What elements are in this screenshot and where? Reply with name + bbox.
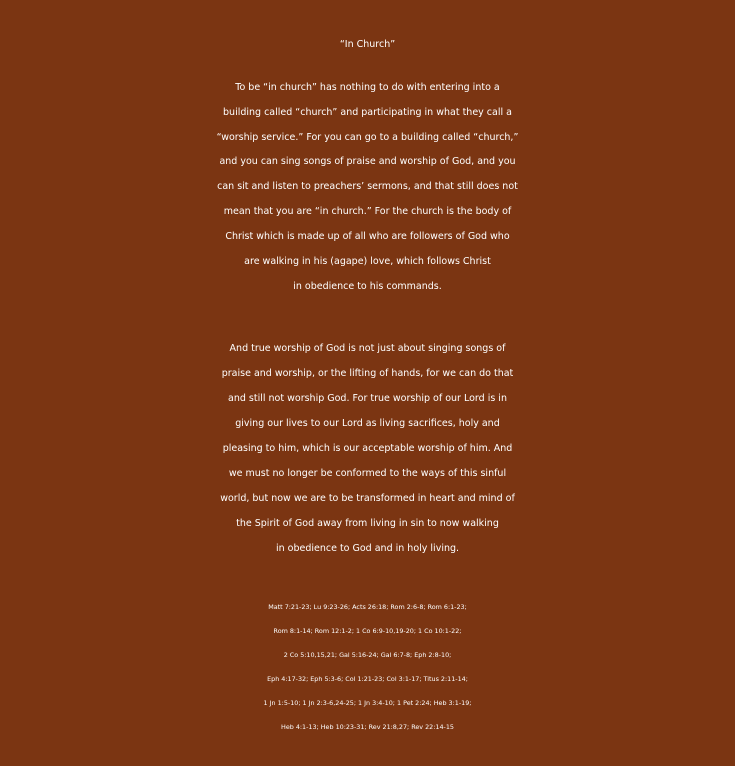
paragraph-line: world, but now we are to be transformed in heart and mind of	[220, 493, 515, 504]
paragraph-line: To be “in church” has nothing to do with entering into a	[235, 82, 500, 93]
page-title: “In Church”	[339, 39, 396, 50]
paragraph-line: “worship service.” For you can go to a building called “church,”	[216, 132, 519, 143]
paragraph-line: in obedience to his commands.	[293, 281, 442, 292]
paragraph-line: and you can sing songs of praise and worship of God, and you	[219, 156, 516, 167]
paragraph-line: praise and worship, or the lifting of hands, for we can do that	[221, 368, 514, 379]
reference-line: Heb 4:1-13; Heb 10:23-31; Rev 21:8,27; Rev 22:14-15	[281, 723, 454, 731]
reference-line: 1 Jn 1:5-10; 1 Jn 2:3-6,24-25; 1 Jn 3:4-10; 1 Pet 2:24; Heb 3:1-19;	[263, 699, 472, 707]
paragraph-line: mean that you are “in church.” For the church is the body of	[223, 206, 512, 217]
reference-line: Rom 8:1-14; Rom 12:1-2; 1 Co 6:9-10,19-20; 1 Co 10:1-22;	[273, 627, 462, 635]
paragraph-line: in obedience to God and in holy living.	[275, 543, 460, 554]
paragraph-line: the Spirit of God away from living in sin to now walking	[236, 518, 499, 529]
paragraph-line: are walking in his (agape) love, which follows Christ	[244, 256, 491, 267]
paragraph-line: we must no longer be conformed to the ways of this sinful	[228, 468, 507, 479]
paragraph-line: building called “church” and participating in what they call a	[223, 107, 512, 118]
paragraph-line: giving our lives to our Lord as living sacrifices, holy and	[235, 418, 500, 429]
paragraph-line: And true worship of God is not just about singing songs of	[229, 343, 506, 354]
paragraph-line: Christ which is made up of all who are followers of God who	[225, 231, 510, 242]
reference-line: 2 Co 5:10,15,21; Gal 5:16-24; Gal 6:7-8; Eph 2:8-10;	[283, 651, 452, 659]
paragraph-line: can sit and listen to preachers’ sermons, and that still does not	[217, 181, 518, 192]
paragraph-line: pleasing to him, which is our acceptable worship of him. And	[222, 443, 513, 454]
reference-line: Matt 7:21-23; Lu 9:23-26; Acts 26:18; Rom 2:6-8; Rom 6:1-23;	[268, 603, 467, 611]
paragraph-line: and still not worship God. For true worship of our Lord is in	[228, 393, 507, 404]
reference-line: Eph 4:17-32; Eph 5:3-6; Col 1:21-23; Col 3:1-17; Titus 2:11-14;	[267, 675, 468, 683]
